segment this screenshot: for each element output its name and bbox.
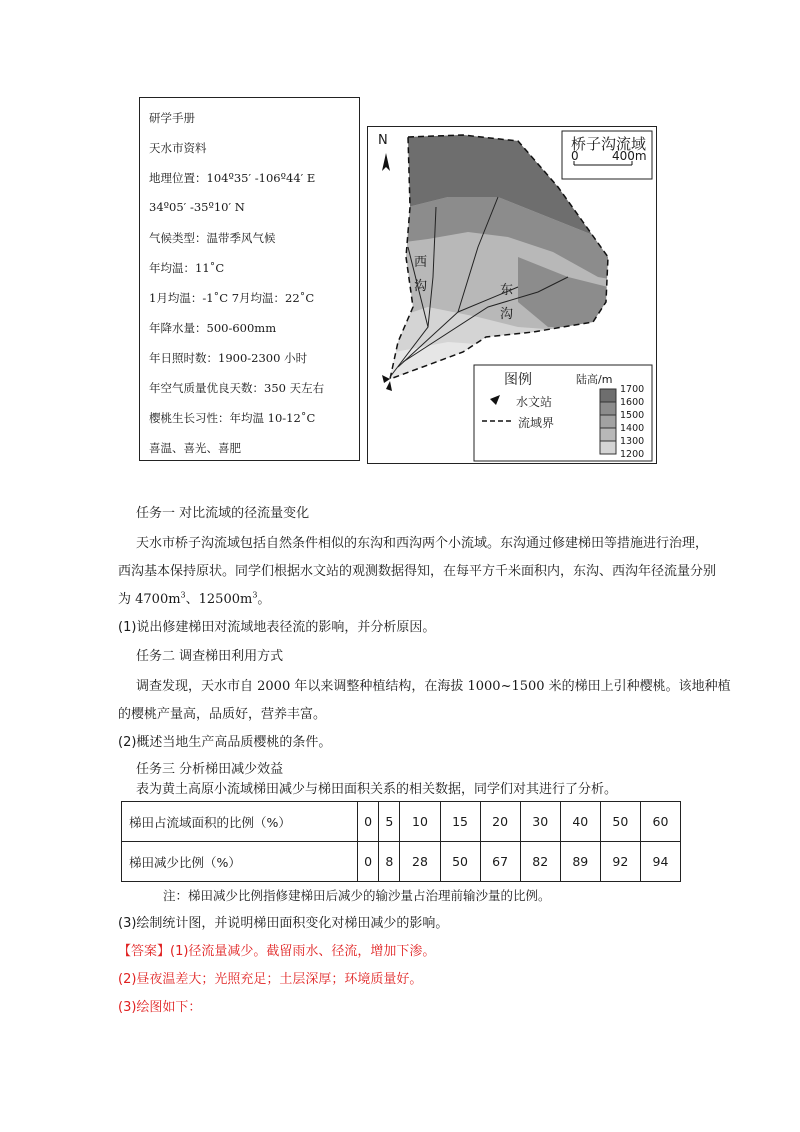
handbook-line: 年均温：11˚C bbox=[149, 261, 225, 275]
scale-start: 0 bbox=[571, 149, 579, 163]
handbook-line: 地理位置：104º35′ -106º44′ E bbox=[149, 171, 316, 185]
answer-3: (3)绘图如下： bbox=[118, 1000, 202, 1015]
legend-station: 水文站 bbox=[516, 395, 553, 409]
table-cell: 10 bbox=[400, 802, 440, 842]
legend-elevation-title: 陆高/m bbox=[576, 373, 613, 386]
table-cell: 5 bbox=[379, 802, 400, 842]
handbook-line: 喜温、喜光、喜肥 bbox=[149, 441, 241, 455]
north-label: N bbox=[378, 133, 388, 148]
elev-level: 1700 bbox=[620, 384, 645, 395]
question-1: (1)说出修建梯田对流域地表径流的影响，并分析原因。 bbox=[118, 620, 436, 635]
table-cell: 40 bbox=[560, 802, 600, 842]
task1-paragraph: 为 $4700m^3$、$12500m^3$。 bbox=[118, 590, 271, 607]
table-cell: 82 bbox=[520, 842, 560, 882]
row-label: 梯田减少比例（%） bbox=[122, 842, 358, 882]
east-label: 沟 bbox=[500, 307, 514, 322]
table-cell: 30 bbox=[520, 802, 560, 842]
data-table bbox=[121, 801, 681, 882]
watershed-map bbox=[367, 126, 657, 464]
elev-level: 1300 bbox=[620, 436, 645, 447]
task2-heading: 任务二 调查梯田利用方式 bbox=[136, 649, 284, 664]
task2-paragraph: 调查发现，天水市自 2000 年以来调整种植结构，在海拔 1000~1500 米的梯田上引种樱桃。该地种植 bbox=[136, 679, 731, 694]
table-cell: 67 bbox=[480, 842, 520, 882]
west-label: 西 bbox=[414, 255, 428, 270]
task1-paragraph: 天水市桥子沟流域包括自然条件相似的东沟和西沟两个小流域。东沟通过修建梯田等措施进行治理， bbox=[136, 536, 709, 551]
elev-level: 1200 bbox=[620, 449, 645, 460]
table-cell: 20 bbox=[480, 802, 520, 842]
handbook-line: 樱桃生长习性：年均温 10-12˚C bbox=[149, 411, 316, 425]
answer-tag: 【答案】 bbox=[118, 944, 171, 959]
handbook-line: 年日照时数：1900-2300 小时 bbox=[149, 351, 308, 365]
handbook-line: 1月均温：-1˚C 7月均温：22˚C bbox=[149, 291, 315, 305]
table-cell: 0 bbox=[358, 842, 379, 882]
handbook-title: 研学手册 bbox=[149, 111, 195, 125]
table-cell: 60 bbox=[640, 802, 680, 842]
task2-paragraph: 的樱桃产量高，品质好，营养丰富。 bbox=[118, 707, 327, 722]
handbook-line: 34º05′ -35º10′ N bbox=[149, 200, 245, 214]
table-cell: 94 bbox=[640, 842, 680, 882]
question-2: (2)概述当地生产高品质樱桃的条件。 bbox=[118, 735, 332, 750]
row-label: 梯田占流域面积的比例（%） bbox=[122, 802, 358, 842]
task1-heading: 任务一 对比流域的径流量变化 bbox=[136, 506, 310, 521]
west-label: 沟 bbox=[414, 279, 428, 294]
handbook-line: 气候类型：温带季风气候 bbox=[149, 231, 276, 245]
scale-end: 400m bbox=[612, 149, 647, 163]
east-label: 东 bbox=[500, 283, 514, 298]
handbook-line: 年降水量：500-600mm bbox=[149, 321, 277, 335]
handbook-box bbox=[139, 97, 360, 461]
elev-level: 1600 bbox=[620, 397, 645, 408]
table-note: 注：梯田减少比例指修建梯田后减少的输沙量占治理前输沙量的比例。 bbox=[163, 888, 551, 903]
map-title: 桥子沟流域 bbox=[571, 135, 647, 153]
table-cell: 89 bbox=[560, 842, 600, 882]
elev-level: 1500 bbox=[620, 410, 645, 421]
handbook-line: 天水市资料 bbox=[149, 141, 207, 155]
task3-heading: 任务三 分析梯田减少效益 bbox=[136, 762, 284, 777]
task3-paragraph: 表为黄土高原小流域梯田减少与梯田面积关系的相关数据，同学们对其进行了分析。 bbox=[136, 782, 618, 797]
table-cell: 0 bbox=[358, 802, 379, 842]
table-cell: 92 bbox=[600, 842, 640, 882]
answer-2: (2)昼夜温差大；光照充足；土层深厚；环境质量好。 bbox=[118, 972, 423, 987]
table-row bbox=[122, 802, 681, 842]
table-cell: 50 bbox=[440, 842, 480, 882]
elev-level: 1400 bbox=[620, 423, 645, 434]
table-cell: 50 bbox=[600, 802, 640, 842]
legend-title: 图例 bbox=[504, 372, 532, 388]
legend-boundary: 流域界 bbox=[518, 416, 555, 430]
table-cell: 8 bbox=[379, 842, 400, 882]
table-cell: 28 bbox=[400, 842, 440, 882]
table-row bbox=[122, 842, 681, 882]
question-3: (3)绘制统计图，并说明梯田面积变化对梯田减少的影响。 bbox=[118, 916, 449, 931]
answer-1: 【答案】(1)径流量减少。截留雨水、径流，增加下渗。 bbox=[118, 944, 436, 959]
task1-paragraph: 西沟基本保持原状。同学们根据水文站的观测数据得知，在每平方千米面积内，东沟、西沟年径流量分别 bbox=[118, 564, 717, 579]
table-cell: 15 bbox=[440, 802, 480, 842]
handbook-line: 年空气质量优良天数：350 天左右 bbox=[149, 381, 325, 395]
